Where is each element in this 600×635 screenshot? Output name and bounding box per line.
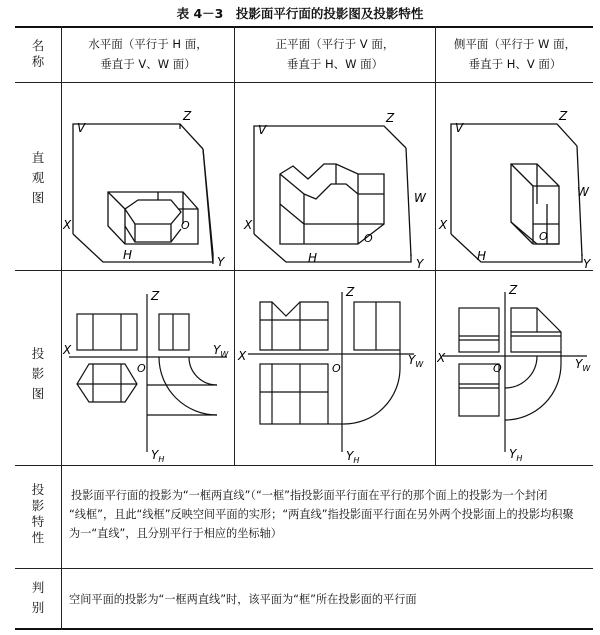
- row-label-features: 投 影 特 性: [31, 482, 45, 545]
- column-divider: [234, 26, 235, 465]
- judge-description: 空间平面的投影为“一框两直线”时，该平面为“框”所在投影面的平行面: [69, 593, 417, 606]
- projection-view-frontal-plane: [236, 272, 434, 464]
- axis-label-yw: $Y_W$: [213, 343, 229, 359]
- axis-label-z: Z: [183, 109, 192, 123]
- axis-label-yh: $Y_H$: [346, 449, 360, 464]
- axis-label-v: V: [455, 121, 464, 135]
- axis-label-v: V: [258, 123, 267, 137]
- axis-label-y: Y: [217, 255, 225, 269]
- column-header-profile-plane: 侧平面（平行于 W 面， 垂直于 H、V 面）: [453, 37, 577, 71]
- axis-label-x: X: [63, 343, 72, 357]
- axis-label-h: H: [477, 249, 487, 263]
- origin-label: O: [332, 362, 341, 375]
- column-divider: [61, 26, 62, 630]
- axis-label-z: Z: [559, 109, 568, 123]
- origin-label: O: [493, 362, 502, 375]
- table-top-border: [15, 26, 593, 28]
- axis-label-x: X: [437, 351, 446, 365]
- row-divider: [15, 568, 593, 569]
- row-divider: [15, 82, 593, 83]
- column-header-frontal-plane: 正平面（平行于 V 面， 垂直于 H、W 面）: [275, 37, 395, 71]
- row-label-projection: 投 影 图: [31, 346, 45, 401]
- row-divider: [15, 465, 593, 466]
- column-header-horizontal-plane: 水平面（平行于 H 面， 垂直于 V、W 面）: [88, 37, 208, 71]
- axis-label-y: Y: [416, 257, 424, 269]
- axis-label-z: Z: [151, 289, 160, 303]
- origin-label: O: [539, 230, 548, 243]
- axis-label-y: Y: [583, 257, 591, 269]
- axis-label-x: X: [439, 218, 448, 232]
- table-title: 表 4－3 投影面平行面的投影图及投影特性: [176, 6, 424, 21]
- pictorial-view-horizontal-plane: [63, 84, 233, 269]
- origin-label: O: [364, 232, 373, 245]
- column-divider: [435, 26, 436, 465]
- axis-label-x: X: [63, 218, 72, 232]
- row-label-name: 名 称: [31, 38, 45, 69]
- row-label-judge: 判 别: [31, 580, 45, 615]
- axis-label-x: X: [244, 218, 253, 232]
- row-label-view: 直 观 图: [31, 150, 45, 205]
- axis-label-yw: $Y_W$: [408, 353, 424, 369]
- projection-view-horizontal-plane: [63, 272, 233, 464]
- table-bottom-border: [15, 628, 593, 630]
- axis-label-w: W: [414, 191, 426, 205]
- axis-label-w: W: [577, 185, 589, 199]
- projection-table: [15, 26, 593, 630]
- axis-label-z: Z: [386, 111, 395, 125]
- pictorial-view-profile-plane: [437, 84, 593, 269]
- axis-label-yw: $Y_W$: [575, 357, 591, 373]
- origin-label: O: [137, 362, 146, 375]
- axis-label-z: Z: [509, 283, 518, 297]
- axis-label-v: V: [77, 121, 86, 135]
- row-divider: [15, 270, 593, 271]
- axis-label-x: X: [238, 349, 247, 363]
- features-description: 投影面平行面的投影为“一框两直线”（“一框”指投影面平行面在平行的那个面上的投影为一个封闭 “线框”，且此“线框”反映空间平面的实形；“两直线”指投影面平行面在另外两个投影面上的投影均积聚 为一“直线”，且分别平行于相应的坐标轴）: [69, 489, 574, 540]
- axis-label-h: H: [308, 251, 318, 265]
- axis-label-yh: $Y_H$: [151, 448, 165, 464]
- axis-label-z: Z: [346, 285, 355, 299]
- projection-view-profile-plane: [437, 272, 593, 464]
- origin-label: O: [181, 219, 190, 232]
- axis-label-yh: $Y_H$: [509, 447, 523, 463]
- axis-label-h: H: [123, 248, 133, 262]
- pictorial-view-frontal-plane: [236, 84, 434, 269]
